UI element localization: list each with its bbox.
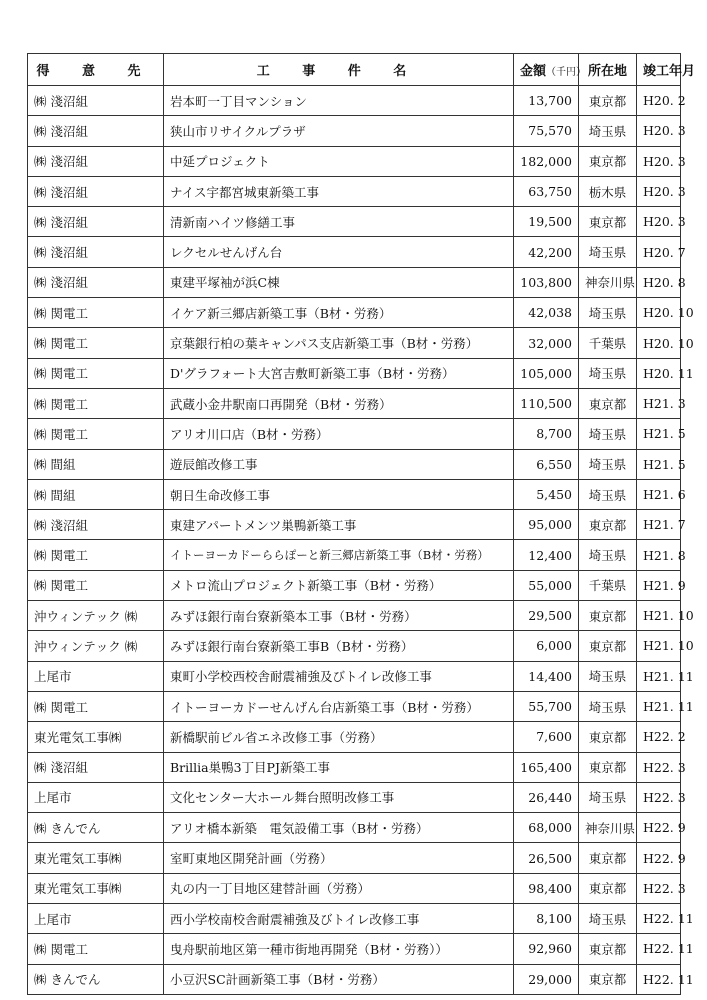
row-location: 東京都: [579, 207, 637, 237]
table-row: [28, 722, 681, 752]
header-amount: [514, 54, 587, 86]
row-amount: 55,700: [514, 691, 579, 721]
row-client: 上尾市: [28, 904, 164, 934]
row-client: ㈱ 間組: [28, 479, 164, 509]
header-amount-label: 金額: [520, 64, 547, 79]
row-location: 埼玉県: [579, 691, 637, 721]
row-work-name: みずほ銀行南台寮新築工事B（B材・労務）: [164, 631, 514, 661]
row-completion: H20. 3: [637, 207, 681, 237]
row-client: ㈱ きんでん: [28, 964, 164, 994]
row-completion: H22. 2: [637, 722, 681, 752]
row-client: 沖ウィンテック ㈱: [28, 631, 164, 661]
row-client: ㈱ 淺沼組: [28, 207, 164, 237]
row-location: 東京都: [579, 631, 637, 661]
row-amount: 105,000: [514, 358, 579, 388]
header-location: 所在地: [579, 54, 637, 86]
row-client: ㈱ 関電工: [28, 298, 164, 328]
row-amount: 12,400: [514, 540, 579, 570]
table-row: [28, 691, 681, 721]
row-amount: 6,000: [514, 631, 579, 661]
row-client: 東光電気工事㈱: [28, 873, 164, 903]
row-work-name: ナイス宇都宮城東新築工事: [164, 176, 514, 206]
row-amount: 63,750: [514, 176, 579, 206]
row-amount: 182,000: [514, 146, 579, 176]
row-location: 東京都: [579, 146, 637, 176]
header-row: [28, 54, 681, 86]
row-amount: 26,440: [514, 782, 579, 812]
table-row: [28, 388, 681, 418]
row-client: ㈱ 淺沼組: [28, 510, 164, 540]
row-completion: H20. 7: [637, 237, 681, 267]
row-completion: H21. 9: [637, 570, 681, 600]
row-amount: 92,960: [514, 934, 579, 964]
row-client: ㈱ 淺沼組: [28, 237, 164, 267]
row-location: 東京都: [579, 601, 637, 631]
row-amount: 103,800: [514, 267, 579, 297]
row-work-name: D'グラフォート大宮吉敷町新築工事（B材・労務）: [164, 358, 514, 388]
row-amount: 8,700: [514, 419, 579, 449]
row-work-name: 京葉銀行柏の葉キャンパス支店新築工事（B材・労務）: [164, 328, 514, 358]
row-client: 東光電気工事㈱: [28, 722, 164, 752]
row-completion: H20. 2: [637, 86, 681, 116]
row-work-name: レクセルせんげん台: [164, 237, 514, 267]
row-client: ㈱ 淺沼組: [28, 146, 164, 176]
table-row: [28, 510, 681, 540]
row-amount: 7,600: [514, 722, 579, 752]
row-completion: H21. 6: [637, 479, 681, 509]
row-location: 東京都: [579, 86, 637, 116]
row-completion: H20. 3: [637, 176, 681, 206]
table-row: [28, 601, 681, 631]
row-work-name: 朝日生命改修工事: [164, 479, 514, 509]
row-client: ㈱ 関電工: [28, 570, 164, 600]
row-completion: H22. 3: [637, 752, 681, 782]
row-location: 東京都: [579, 388, 637, 418]
row-completion: H22. 11: [637, 934, 681, 964]
row-work-name: 文化センター大ホール舞台照明改修工事: [164, 782, 514, 812]
row-work-name: 新橋駅前ビル省エネ改修工事（労務）: [164, 722, 514, 752]
row-location: 埼玉県: [579, 782, 637, 812]
row-location: 神奈川県: [579, 267, 637, 297]
row-completion: H20. 11: [637, 358, 681, 388]
table-row: [28, 86, 681, 116]
table-row: [28, 964, 681, 994]
table-row: [28, 358, 681, 388]
row-client: ㈱ 淺沼組: [28, 116, 164, 146]
row-work-name: 武蔵小金井駅南口再開発（B材・労務）: [164, 388, 514, 418]
row-amount: 29,000: [514, 964, 579, 994]
row-work-name: 岩本町一丁目マンション: [164, 86, 514, 116]
table-row: [28, 298, 681, 328]
row-completion: H21. 11: [637, 691, 681, 721]
row-amount: 110,500: [514, 388, 579, 418]
row-completion: H21. 11: [637, 661, 681, 691]
row-work-name: イトーヨーカドーせんげん台店新築工事（B材・労務）: [164, 691, 514, 721]
row-client: ㈱ 淺沼組: [28, 267, 164, 297]
table-row: [28, 328, 681, 358]
row-client: ㈱ 淺沼組: [28, 752, 164, 782]
row-work-name: 曳舟駅前地区第一種市街地再開発（B材・労務））: [164, 934, 514, 964]
row-work-name: 東建アパートメンツ巣鴨新築工事: [164, 510, 514, 540]
row-amount: 42,038: [514, 298, 579, 328]
row-completion: H22. 3: [637, 873, 681, 903]
works-record-table: [27, 53, 696, 995]
table-row: [28, 934, 681, 964]
row-location: 埼玉県: [579, 298, 637, 328]
row-client: ㈱ 関電工: [28, 691, 164, 721]
table-body: [28, 86, 694, 995]
table-row: [28, 449, 681, 479]
row-work-name: 東町小学校西校舎耐震補強及びトイレ改修工事: [164, 661, 514, 691]
row-amount: 42,200: [514, 237, 579, 267]
row-amount: 6,550: [514, 449, 579, 479]
row-location: 東京都: [579, 510, 637, 540]
row-work-name: イケア新三郷店新築工事（B材・労務）: [164, 298, 514, 328]
row-client: 上尾市: [28, 661, 164, 691]
row-client: 沖ウィンテック ㈱: [28, 601, 164, 631]
row-completion: H21. 3: [637, 388, 681, 418]
header-amount-unit: （千円）: [546, 67, 587, 78]
table-row: [28, 843, 681, 873]
row-location: 埼玉県: [579, 237, 637, 267]
row-location: 栃木県: [579, 176, 637, 206]
row-client: ㈱ 間組: [28, 449, 164, 479]
row-completion: H21. 7: [637, 510, 681, 540]
row-work-name: アリオ橋本新築 電気設備工事（B材・労務）: [164, 813, 514, 843]
row-client: ㈱ 関電工: [28, 328, 164, 358]
row-client: ㈱ 関電工: [28, 540, 164, 570]
row-completion: H22. 11: [637, 904, 681, 934]
row-location: 神奈川県: [579, 813, 637, 843]
row-amount: 95,000: [514, 510, 579, 540]
row-location: 東京都: [579, 873, 637, 903]
row-client: 上尾市: [28, 782, 164, 812]
row-amount: 29,500: [514, 601, 579, 631]
row-amount: 165,400: [514, 752, 579, 782]
row-completion: H20. 3: [637, 146, 681, 176]
row-work-name: 丸の内一丁目地区建替計画（労務）: [164, 873, 514, 903]
header-client: 得 意 先: [28, 54, 164, 86]
row-location: 埼玉県: [579, 540, 637, 570]
row-completion: H21. 5: [637, 449, 681, 479]
row-completion: H22. 9: [637, 813, 681, 843]
header-completion: 竣工年月: [637, 54, 681, 86]
row-work-name: Brillia巣鴨3丁目PJ新築工事: [164, 752, 514, 782]
row-amount: 8,100: [514, 904, 579, 934]
row-work-name: メトロ流山プロジェクト新築工事（B材・労務）: [164, 570, 514, 600]
table-row: [28, 237, 681, 267]
row-location: 東京都: [579, 843, 637, 873]
row-work-name: 西小学校南校舎耐震補強及びトイレ改修工事: [164, 904, 514, 934]
row-location: 埼玉県: [579, 479, 637, 509]
row-client: ㈱ 関電工: [28, 358, 164, 388]
row-work-name: 狭山市リサイクルプラザ: [164, 116, 514, 146]
table-row: [28, 207, 681, 237]
row-work-name: アリオ川口店（B材・労務）: [164, 419, 514, 449]
row-location: 埼玉県: [579, 419, 637, 449]
row-client: ㈱ 淺沼組: [28, 86, 164, 116]
table-row: [28, 146, 681, 176]
table-row: [28, 116, 681, 146]
row-amount: 98,400: [514, 873, 579, 903]
row-location: 東京都: [579, 934, 637, 964]
row-client: ㈱ 関電工: [28, 419, 164, 449]
table-row: [28, 873, 681, 903]
row-completion: H20. 3: [637, 116, 681, 146]
table-row: [28, 782, 681, 812]
row-amount: 75,570: [514, 116, 579, 146]
row-completion: H21. 10: [637, 631, 681, 661]
row-completion: H20. 8: [637, 267, 681, 297]
row-work-name: イトーヨーカドーららぽーと新三郷店新築工事（B材・労務）: [164, 540, 514, 570]
table-row: [28, 479, 681, 509]
row-work-name: 中延プロジェクト: [164, 146, 514, 176]
row-client: 東光電気工事㈱: [28, 843, 164, 873]
row-location: 埼玉県: [579, 661, 637, 691]
row-amount: 26,500: [514, 843, 579, 873]
row-location: 埼玉県: [579, 116, 637, 146]
row-amount: 68,000: [514, 813, 579, 843]
row-completion: H21. 10: [637, 601, 681, 631]
row-amount: 5,450: [514, 479, 579, 509]
header-work-name: 工 事 件 名: [164, 54, 514, 86]
row-completion: H21. 8: [637, 540, 681, 570]
row-amount: 55,000: [514, 570, 579, 600]
row-completion: H22. 9: [637, 843, 681, 873]
row-location: 埼玉県: [579, 449, 637, 479]
row-location: 埼玉県: [579, 358, 637, 388]
row-work-name: 室町東地区開発計画（労務）: [164, 843, 514, 873]
row-work-name: 清新南ハイツ修繕工事: [164, 207, 514, 237]
row-work-name: 遊辰館改修工事: [164, 449, 514, 479]
table-row: [28, 631, 681, 661]
table-row: [28, 540, 681, 570]
table-row: [28, 570, 681, 600]
row-client: ㈱ 関電工: [28, 388, 164, 418]
table-row: [28, 661, 681, 691]
row-client: ㈱ 淺沼組: [28, 176, 164, 206]
table-row: [28, 267, 681, 297]
row-location: 東京都: [579, 722, 637, 752]
row-location: 東京都: [579, 964, 637, 994]
table-row: [28, 176, 681, 206]
row-location: 千葉県: [579, 328, 637, 358]
row-completion: H20. 10: [637, 298, 681, 328]
row-completion: H22. 11: [637, 964, 681, 994]
row-location: 千葉県: [579, 570, 637, 600]
row-completion: H22. 3: [637, 782, 681, 812]
row-amount: 14,400: [514, 661, 579, 691]
row-client: ㈱ 関電工: [28, 934, 164, 964]
table-row: [28, 904, 681, 934]
row-work-name: 小豆沢SC計画新築工事（B材・労務）: [164, 964, 514, 994]
row-completion: H21. 5: [637, 419, 681, 449]
table-row: [28, 813, 681, 843]
row-work-name: みずほ銀行南台寮新築本工事（B材・労務）: [164, 601, 514, 631]
row-amount: 19,500: [514, 207, 579, 237]
row-location: 埼玉県: [579, 904, 637, 934]
row-client: ㈱ きんでん: [28, 813, 164, 843]
row-location: 東京都: [579, 752, 637, 782]
table-row: [28, 419, 681, 449]
table-row: [28, 752, 681, 782]
row-amount: 13,700: [514, 86, 579, 116]
row-work-name: 東建平塚袖が浜C棟: [164, 267, 514, 297]
row-amount: 32,000: [514, 328, 579, 358]
row-completion: H20. 10: [637, 328, 681, 358]
